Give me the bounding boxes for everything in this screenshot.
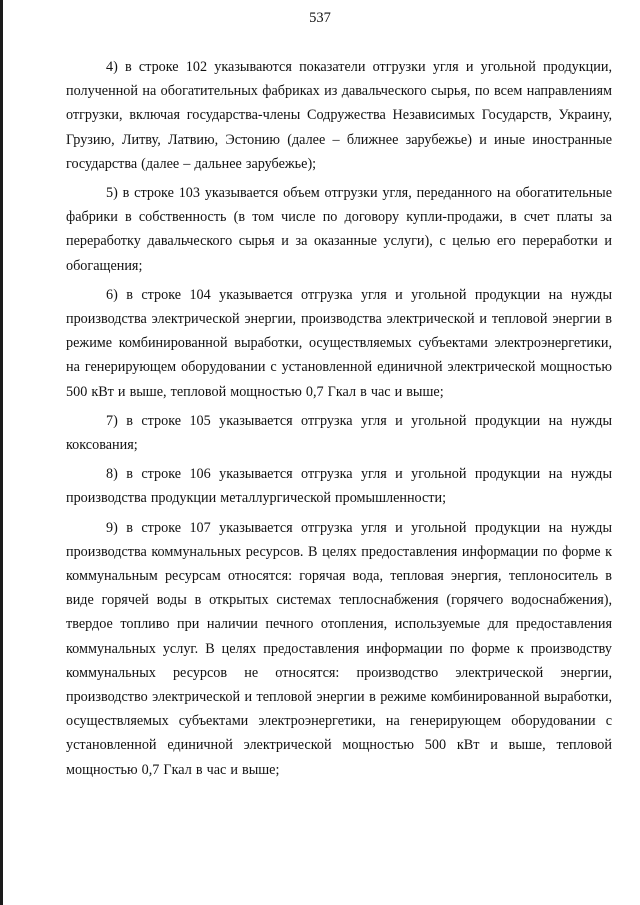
paragraph-item-7: 7) в строке 105 указывается отгрузка угля и угольной продукции на нужды коксования; — [66, 412, 612, 454]
page-number: 537 — [309, 10, 331, 26]
paragraph-item-6: 6) в строке 104 указывается отгрузка угля и угольной продукции на нужды производства электрической энергии, производства электрической и тепловой энергии в режиме комбинированной выработки, осуществляемых субъектами электроэнергетики, на генерирующем оборудовании с установленной единичной электрической мощностью 500 кВт и выше, тепловой мощностью 0,7 Гкал в час и выше; — [66, 286, 612, 400]
paragraph-item-8: 8) в строке 106 указывается отгрузка угля и угольной продукции на нужды производства продукции металлургической промышленности; — [66, 466, 612, 507]
paragraph-item-4: 4) в строке 102 указываются показатели отгрузки угля и угольной продукции, полученной на обогатительных фабриках из давальческого сырья, по всем направлениям отгрузки, включая государства-члены Содружества Независимых Государств, Украину, Грузию, Литву, Латвию, Эстонию (далее – ближнее зарубежье) и иные иностранные государства (далее – дальнее зарубежье); — [66, 59, 612, 172]
scan-edge — [0, 0, 3, 905]
paragraph-item-9: 9) в строке 107 указывается отгрузка угля и угольной продукции на нужды производства коммунальных ресурсов. В целях предоставления информации по форме к коммунальным ресурсам относятся: горячая вода, тепловая энергия, теплоноситель в виде горячей воды в открытых системах теплоснабжения (горячего водоснабжения), твердое топливо при наличии печного отопления, используемые для предоставления коммунальных услуг. В целях предоставления информации по форме к производству коммунальных ресурсов не относятся: производство электрической энергии, производство электрической и тепловой энергии в режиме комбинированной выработки, осуществляемых субъектами электроэнергетики, на генерирующем оборудовании с установленной единичной электрической мощностью 500 кВт и выше, тепловой мощностью 0,7 Гкал в час и выше; — [66, 519, 612, 778]
document-body — [66, 55, 612, 787]
paragraph-item-5: 5) в строке 103 указывается объем отгрузки угля, переданного на обогатительные фабрики в собственность (в том числе по договору купли-продажи, в счет платы за переработку давальческого сырья и за оказанные услуги), с целью его переработки и обогащения; — [66, 185, 612, 274]
